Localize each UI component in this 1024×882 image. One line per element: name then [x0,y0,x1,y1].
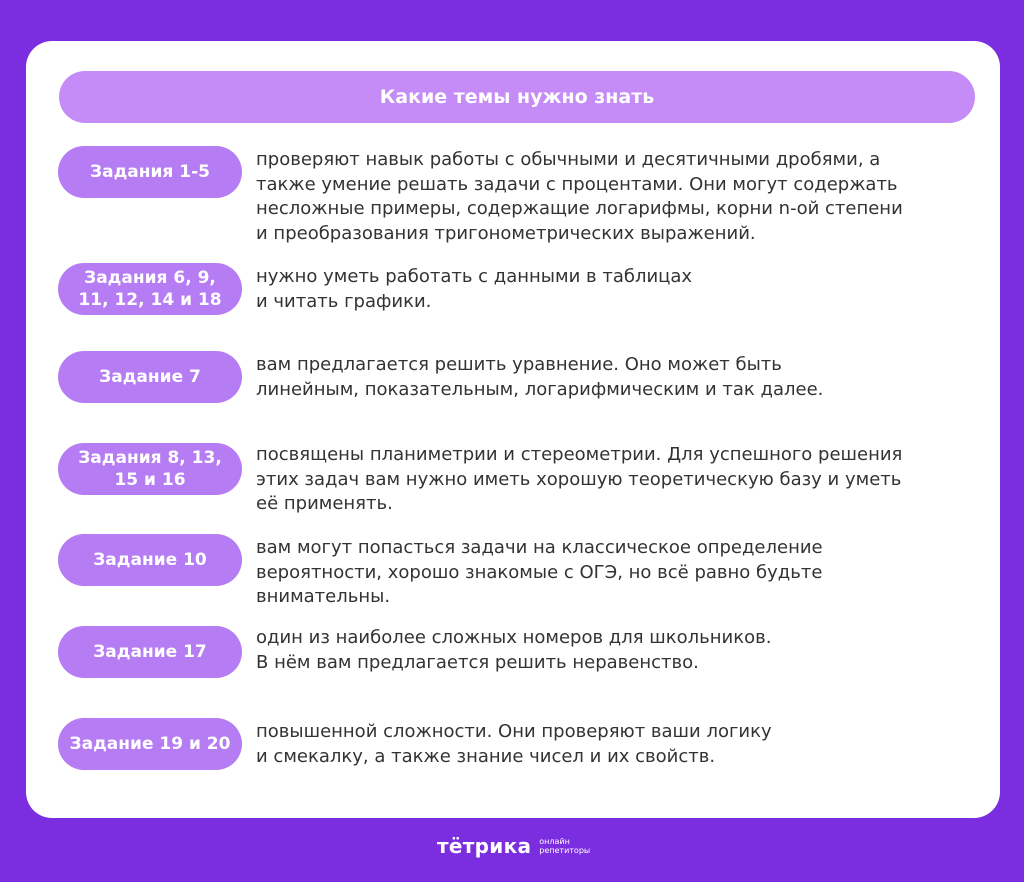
task-description: посвящены планиметрии и стереометрии. Для успешного решения этих задач вам нужно иметь хорошую теоретическую базу и уметь её применять. [256,444,903,514]
task-label: Задания 6, 9, 11, 12, 14 и 18 [78,268,222,310]
brand-subtitle: онлайн репетиторы [539,837,591,855]
content-card [26,41,1000,818]
page-title [59,71,975,123]
task-label: Задание 17 [93,642,207,662]
task-label-pill [58,534,242,586]
task-label-pill [58,263,242,315]
task-label-pill [58,146,242,198]
page-title-text: Какие темы нужно знать [379,86,655,108]
task-label: Задания 1-5 [90,162,210,182]
task-label-pill [58,626,242,678]
task-label-pill [58,718,242,770]
task-description: повышенной сложности. Они проверяют ваши логику и смекалку, а также знание чисел и их свойств. [256,721,772,767]
task-label: Задание 10 [93,550,207,570]
task-description: нужно уметь работать с данными в таблицах и читать графики. [256,266,693,312]
task-description: вам предлагается решить уравнение. Оно может быть линейным, показательным, логарифмическим и так далее. [256,354,824,400]
task-label: Задание 19 и 20 [69,734,231,754]
task-label-pill [58,351,242,403]
task-label: Задание 7 [99,367,201,387]
brand-logo [437,833,590,859]
task-description: один из наиболее сложных номеров для школьников. В нём вам предлагается решить неравенство. [256,627,772,673]
task-description: проверяют навык работы с обычными и десятичными дробями, а также умение решать задачи с процентами. Они могут содержать несложные примеры, содержащие логарифмы, корни n-ой степени и преобразования тригонометрических выражений. [256,149,903,244]
task-label-pill [58,443,242,495]
brand-name: тётрика [437,834,532,858]
task-description: вам могут попасться задачи на классическое определение вероятности, хорошо знакомые с ОГЭ, но всё равно будьте внимательны. [256,537,823,607]
task-label: Задания 8, 13, 15 и 16 [78,448,222,490]
